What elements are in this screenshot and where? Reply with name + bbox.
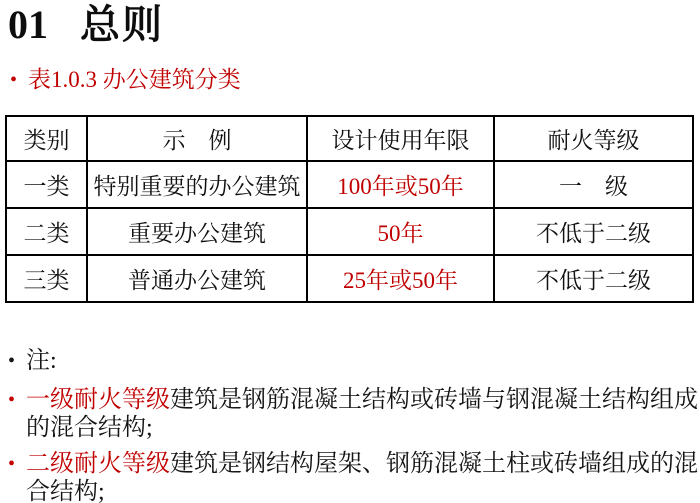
note-lead: 一级耐火等级 (26, 387, 170, 413)
note-text (26, 347, 700, 375)
section-name: 总则 (80, 2, 164, 47)
table-caption-text: 表1.0.3 办公建筑分类 (28, 67, 241, 92)
cell-example: 特别重要的办公建筑 (87, 161, 307, 208)
cell-example: 重要办公建筑 (87, 208, 307, 255)
section-number: 01 (8, 2, 48, 47)
col-header-category: 类别 (6, 116, 87, 161)
cell-service-life: 100年或50年 (307, 161, 494, 208)
col-header-example: 示 例 (87, 116, 307, 161)
note-body: 建筑是钢筋混凝土结构或砖墙与钢混凝土结构组成的混合结构; (26, 387, 698, 441)
cell-service-life: 50年 (307, 208, 494, 255)
col-header-service-life: 设计使用年限 (307, 116, 494, 161)
note-fire-rating-1 (8, 386, 700, 442)
cell-example: 普通办公建筑 (87, 255, 307, 302)
note-lead: 二级耐火等级 (26, 451, 170, 477)
table-row (6, 208, 693, 255)
col-header-fire-rating: 耐火等级 (494, 116, 693, 161)
note-text (26, 450, 700, 503)
table-header-row (6, 116, 693, 161)
cell-category: 三类 (6, 255, 87, 302)
bullet-icon: • (8, 389, 16, 411)
note-fire-rating-2 (8, 450, 700, 503)
page-title (8, 0, 164, 50)
cell-fire-rating: 不低于二级 (494, 208, 693, 255)
bullet-icon: • (8, 350, 16, 372)
table-caption (10, 66, 241, 94)
note-text (26, 386, 700, 442)
table-row (6, 255, 693, 302)
table-row (6, 161, 693, 208)
note-body: 注: (26, 348, 57, 374)
bullet-icon: • (10, 69, 18, 91)
note-body: 建筑是钢结构屋架、钢筋混凝土柱或砖墙组成的混合结构; (26, 451, 698, 503)
note-label (8, 347, 700, 375)
cell-fire-rating: 不低于二级 (494, 255, 693, 302)
bullet-icon: • (8, 453, 16, 475)
cell-category: 二类 (6, 208, 87, 255)
cell-service-life: 25年或50年 (307, 255, 494, 302)
cell-category: 一类 (6, 161, 87, 208)
cell-fire-rating: 一 级 (494, 161, 693, 208)
classification-table (5, 115, 694, 303)
